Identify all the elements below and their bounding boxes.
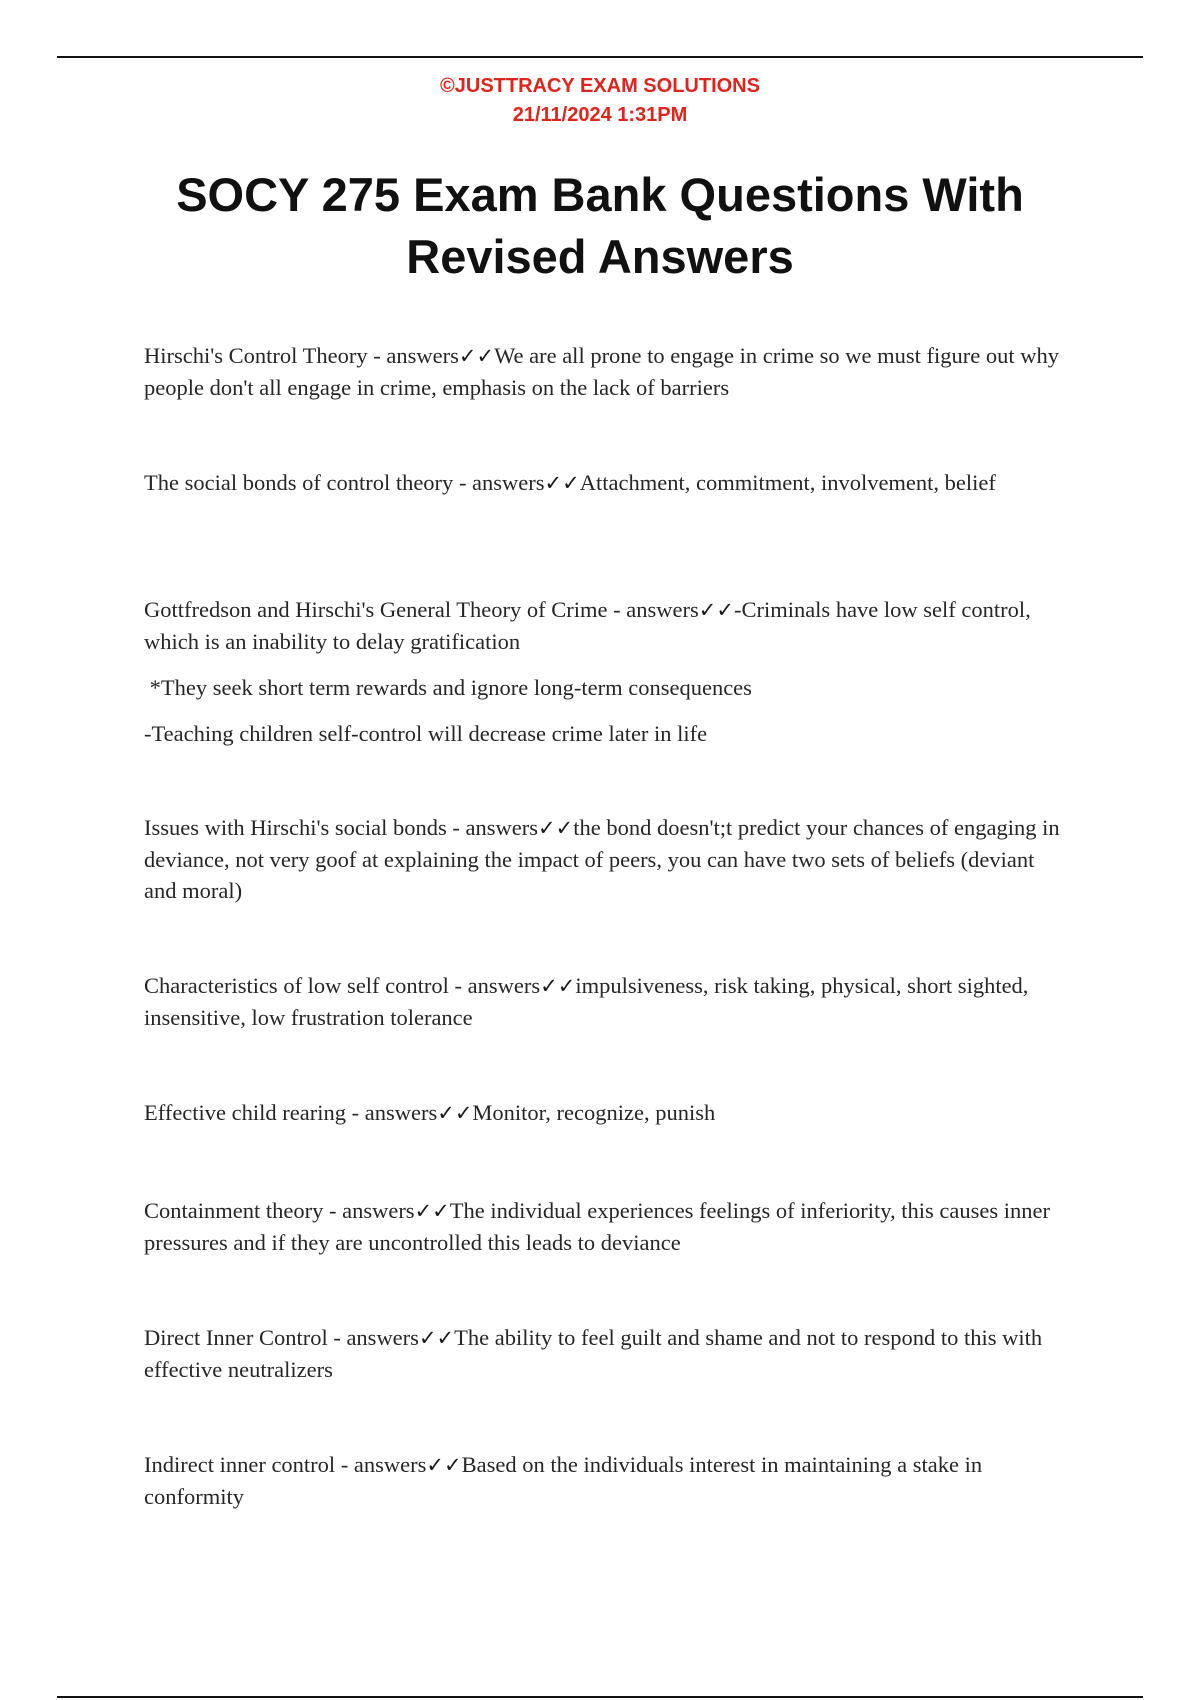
qa-paragraph bbox=[144, 1195, 1064, 1258]
double-check-icon: ✓✓ bbox=[414, 1199, 450, 1223]
question-text: Hirschi's Control Theory bbox=[144, 343, 368, 368]
copyright-line: ©JUSTTRACY EXAM SOLUTIONS bbox=[440, 75, 760, 97]
answer-text: Based on the individuals interest in maintaining a stake in conformity bbox=[144, 1452, 983, 1509]
answer-text: Monitor, recognize, punish bbox=[472, 1100, 716, 1125]
answers-label: - answers bbox=[323, 1198, 415, 1223]
qa-item bbox=[144, 970, 1064, 1033]
answer-text: We are all prone to engage in crime so we must figure out why people don't all engage in crime, emphasis on the lack of barriers bbox=[144, 343, 1059, 400]
question-text: Effective child rearing bbox=[144, 1100, 346, 1125]
answer-text: The ability to feel guilt and shame and not to respond to this with effective neutralizers bbox=[144, 1325, 1043, 1382]
qa-item bbox=[144, 1097, 1064, 1129]
qa-paragraph bbox=[144, 594, 1064, 657]
double-check-icon: ✓✓ bbox=[538, 816, 574, 840]
qa-paragraph bbox=[144, 340, 1064, 403]
double-check-icon: ✓✓ bbox=[698, 598, 734, 622]
qa-paragraph bbox=[144, 1097, 1064, 1129]
question-text: Direct Inner Control bbox=[144, 1325, 328, 1350]
answer-text: The individual experiences feelings of inferiority, this causes inner pressures and if they are uncontrolled this leads to deviance bbox=[144, 1198, 1050, 1255]
question-text: Gottfredson and Hirschi's General Theory of Crime bbox=[144, 597, 608, 622]
qa-paragraph bbox=[144, 812, 1064, 906]
qa-item bbox=[144, 1322, 1064, 1385]
question-text: Indirect inner control bbox=[144, 1452, 336, 1477]
question-text: Characteristics of low self control bbox=[144, 973, 449, 998]
answers-label: - answers bbox=[367, 343, 459, 368]
answer-text: -Criminals have low self control, which is an inability to delay gratification bbox=[144, 597, 1031, 654]
watermark-header bbox=[0, 72, 1200, 130]
answer-text: Attachment, commitment, involvement, belief bbox=[579, 470, 996, 495]
double-check-icon: ✓✓ bbox=[437, 1101, 473, 1125]
qa-item bbox=[144, 467, 1064, 499]
answers-label: - answers bbox=[345, 1100, 438, 1125]
answers-label: - answers bbox=[453, 470, 545, 495]
double-check-icon: ✓✓ bbox=[418, 1326, 455, 1350]
qa-item bbox=[144, 340, 1064, 403]
double-check-icon: ✓✓ bbox=[544, 471, 580, 495]
answer-text: the bond doesn't;t predict your chances of engaging in deviance, not very goof at explaining the impact of peers, you can have two sets of beliefs (deviant and moral) bbox=[144, 815, 1060, 903]
qa-paragraph bbox=[144, 467, 1064, 499]
double-check-icon: ✓✓ bbox=[426, 1453, 462, 1477]
qa-item bbox=[144, 594, 1064, 749]
top-rule bbox=[57, 56, 1143, 58]
answers-label: - answers bbox=[607, 597, 699, 622]
timestamp-line: 21/11/2024 1:31PM bbox=[512, 104, 688, 126]
answers-label: - answers bbox=[446, 815, 539, 840]
qa-paragraph bbox=[144, 1322, 1064, 1385]
page-title: SOCY 275 Exam Bank Questions With Revised Answers bbox=[176, 168, 1024, 283]
answer-extra-line: *They seek short term rewards and ignore long-term consequences bbox=[144, 675, 752, 700]
qa-paragraph bbox=[144, 1449, 1064, 1512]
answers-label: - answers bbox=[327, 1325, 419, 1350]
qa-item bbox=[144, 812, 1064, 906]
bottom-rule bbox=[57, 1696, 1143, 1698]
qa-item bbox=[144, 1195, 1064, 1258]
answer-extra-line: -Teaching children self-control will decrease crime later in life bbox=[144, 721, 708, 746]
question-text: The social bonds of control theory bbox=[144, 470, 454, 495]
qa-item bbox=[144, 1449, 1064, 1512]
double-check-icon: ✓✓ bbox=[540, 974, 576, 998]
qa-paragraph bbox=[144, 970, 1064, 1033]
question-text: Containment theory bbox=[144, 1198, 324, 1223]
answers-label: - answers bbox=[335, 1452, 427, 1477]
answers-label: - answers bbox=[448, 973, 541, 998]
question-text: Issues with Hirschi's social bonds bbox=[144, 815, 447, 840]
answer-text: impulsiveness, risk taking, physical, short sighted, insensitive, low frustration tolerance bbox=[144, 973, 1029, 1030]
double-check-icon: ✓✓ bbox=[458, 344, 495, 368]
